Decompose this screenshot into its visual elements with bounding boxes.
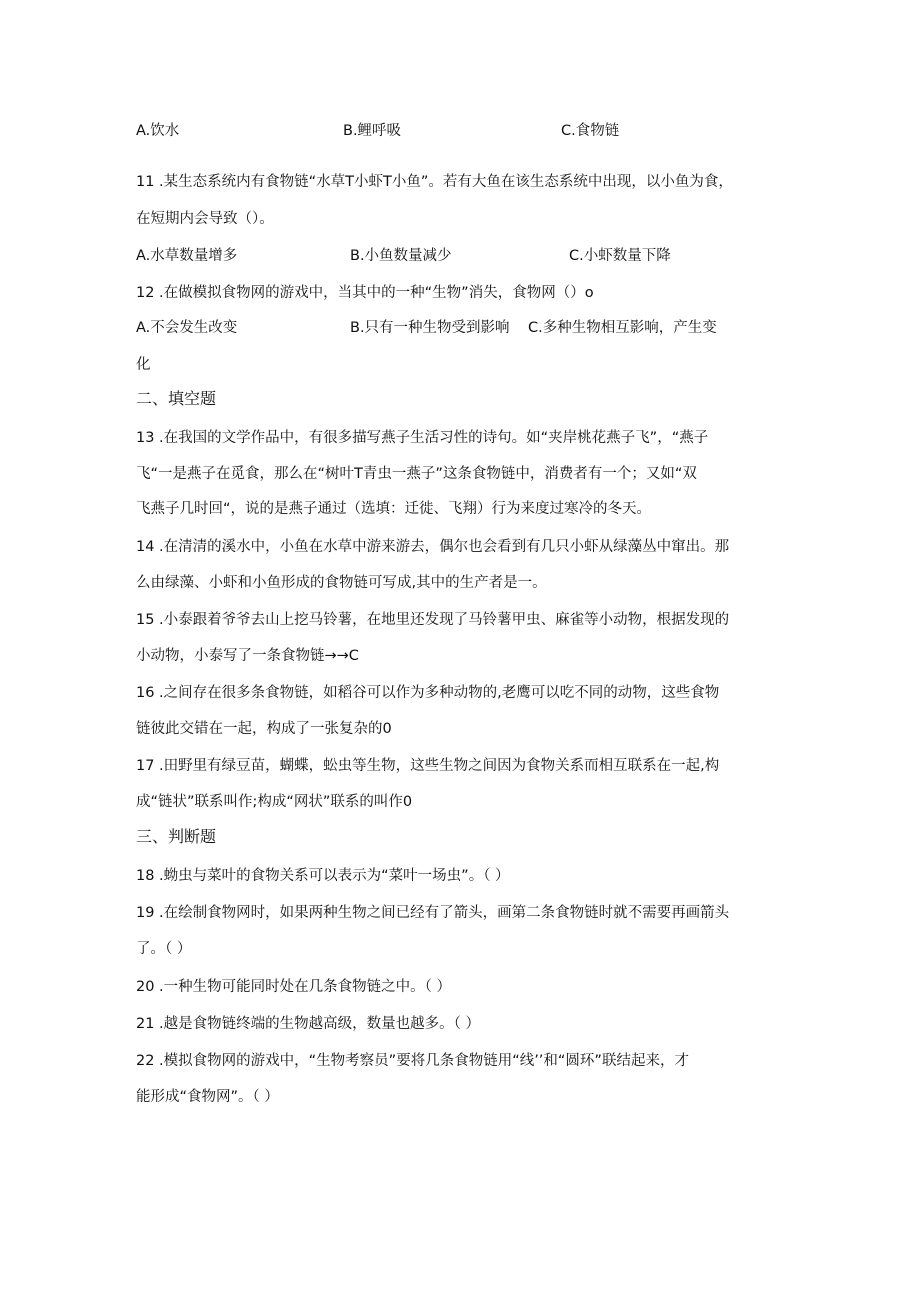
q22-text-line-2: 能形成“食物网”。（ ）: [136, 1089, 279, 1105]
q14-text-line-2: 么由绿藻、小虾和小鱼形成的食物链可写成,其中的生产者是一。: [136, 575, 547, 591]
q12-option-c-wrap: 化: [136, 357, 151, 373]
q21-text-line-1: 21 .越是食物链终端的生物越高级，数量也越多。（ ）: [136, 1016, 481, 1032]
q10-option-a: A.饮水: [136, 123, 180, 139]
q10-option-b: B.鲤呼吸: [343, 123, 402, 139]
q15-text-line-2: 小动物，小泰写了一条食物链→→C: [136, 648, 359, 664]
q15-text-line-1: 15 .小泰跟着爷爷去山上挖马铃薯，在地里还发现了马铃薯甲虫、麻雀等小动物，根据发现的: [136, 612, 730, 628]
q19-text-line-2: 了。（ ）: [136, 941, 192, 957]
q12-text-line-1: 12 .在做模拟食物网的游戏中，当其中的一种“生物”消失，食物网（）o: [136, 285, 594, 301]
q11-text-line-1: 11 .某生态系统内有食物链“水草T小虾T小鱼”。若有大鱼在该生态系统中出现，以小鱼为食，: [136, 174, 733, 190]
q13-text-line-2: 飞“一是燕子在觅食，那么在“树叶T青虫一燕子”这条食物链中，消费者有一个；又如“双: [136, 466, 697, 482]
q11-text-line-2: 在短期内会导致（）。: [136, 211, 274, 227]
q11-option-a: A.水草数量增多: [136, 248, 238, 264]
q18-text-line-1: 18 .蚴虫与菜叶的食物关系可以表示为“菜叶一场虫”。（ ）: [136, 868, 510, 884]
q17-text-line-1: 17 .田野里有绿豆苗，蝴蝶，蚣虫等生物，这些生物之间因为食物关系而相互联系在一起,构: [136, 758, 720, 774]
q16-text-line-2: 链彼此交错在一起，构成了一张复杂的0: [136, 721, 392, 737]
q13-text-line-1: 13 .在我国的文学作品中，有很多描写燕子生活习性的诗句。如“夹岸桃花燕子飞”，“燕子: [136, 430, 709, 446]
q17-text-line-2: 成“链状”联系叫作;构成“网状”联系的叫作0: [136, 794, 413, 810]
section-title-fill-in: 二、填空题: [136, 389, 217, 408]
section-title-true-false: 三、判断题: [136, 827, 217, 846]
q14-text-line-1: 14 .在清清的溪水中，小鱼在水草中游来游去，偶尔也会看到有几只小虾从绿藻丛中窜出。那: [136, 539, 730, 555]
q13-text-line-3: 飞燕子几时回“，说的是燕子通过（选填：迁徙、飞翔）行为来度过寒冷的冬天。: [136, 501, 652, 517]
q19-text-line-1: 19 .在绘制食物网时，如果两种生物之间已经有了箭头，画第二条食物链时就不需要再画箭头: [136, 905, 730, 921]
q11-option-b: B.小鱼数量减少: [350, 248, 452, 264]
q10-option-c: C.食物链: [561, 123, 620, 139]
q11-option-c: C.小虾数量下降: [569, 248, 671, 264]
q22-text-line-1: 22 .模拟食物网的游戏中，“生物考察员”要将几条食物链用“线’’和“圆环”联结起来，才: [136, 1053, 689, 1069]
q12-option-b: B.只有一种生物受到影响: [350, 320, 510, 336]
q12-option-a: A.不会发生改变: [136, 320, 238, 336]
q16-text-line-1: 16 .之间存在很多条食物链，如稻谷可以作为多种动物的,老鹰可以吃不同的动物，这些食物: [136, 685, 720, 701]
q20-text-line-1: 20 .一种生物可能同时处在几条食物链之中。（ ）: [136, 979, 452, 995]
q12-option-c: C.多种生物相互影响，产生变: [528, 320, 717, 336]
